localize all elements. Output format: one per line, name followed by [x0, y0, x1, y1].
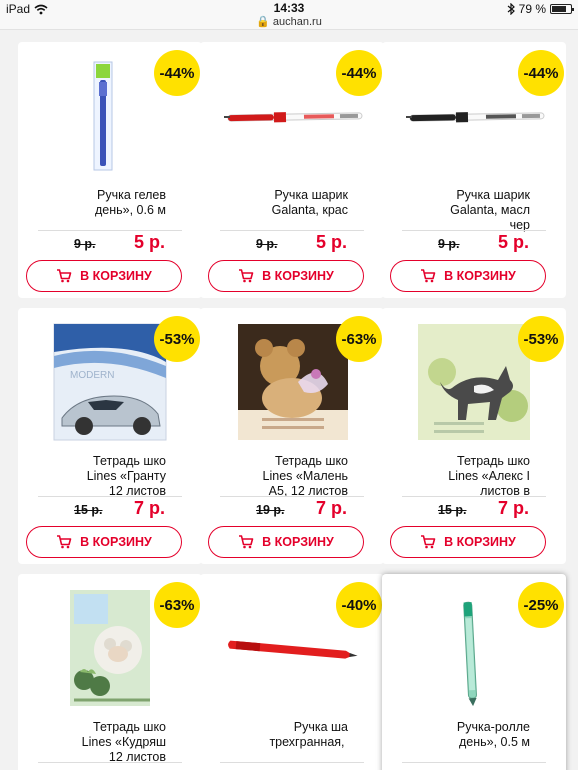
new-price: 7 р.: [498, 498, 530, 518]
add-to-cart-label: В КОРЗИНУ: [262, 535, 334, 549]
product-title[interactable]: Ручка гелев день», 0.6 м: [94, 188, 166, 217]
product-card[interactable]: [200, 308, 384, 564]
product-title[interactable]: Ручка ша трехгранная,: [269, 720, 348, 749]
add-to-cart-label: В КОРЗИНУ: [444, 269, 516, 283]
status-bar: [0, 0, 578, 30]
price-row: [402, 496, 546, 518]
product-grid: [0, 30, 578, 770]
product-card[interactable]: [382, 574, 566, 770]
bluetooth-icon: [507, 3, 515, 15]
cart-icon: [56, 535, 72, 549]
add-to-cart-button[interactable]: [26, 526, 182, 558]
price-row: [38, 230, 182, 252]
price-row: [402, 230, 546, 252]
discount-badge: -44%: [518, 50, 564, 96]
cart-icon: [420, 535, 436, 549]
lock-icon: 🔒: [256, 16, 270, 28]
product-card[interactable]: [200, 42, 384, 298]
product-card[interactable]: [18, 574, 202, 770]
product-title[interactable]: Тетрадь шко Lines «Алекс I листов в: [448, 454, 530, 498]
add-to-cart-button[interactable]: [208, 260, 364, 292]
old-price: 9 р.: [256, 237, 278, 251]
product-title[interactable]: Тетрадь шко Lines «Кудряш 12 листов: [81, 720, 166, 764]
new-price: 7 р.: [316, 498, 348, 518]
product-title[interactable]: Ручка шарик Galanta, крас: [271, 188, 348, 217]
url-text: auchan.ru: [272, 16, 322, 28]
old-price: 15 р.: [74, 503, 103, 517]
discount-badge: -63%: [336, 316, 382, 362]
discount-badge: -53%: [154, 316, 200, 362]
price-row: [38, 496, 182, 518]
new-price: 7 р.: [134, 498, 166, 518]
add-to-cart-label: В КОРЗИНУ: [262, 269, 334, 283]
product-title[interactable]: Ручка шарик Galanta, масл чер: [450, 188, 530, 232]
discount-badge: -44%: [154, 50, 200, 96]
device-label: iPad: [6, 2, 31, 16]
add-to-cart-button[interactable]: [390, 260, 546, 292]
url-bar[interactable]: [0, 15, 578, 28]
old-price: 15 р.: [438, 503, 467, 517]
product-card[interactable]: [382, 42, 566, 298]
product-title[interactable]: Тетрадь шко Lines «Гранту 12 листов: [86, 454, 166, 498]
discount-badge: -53%: [518, 316, 564, 362]
add-to-cart-button[interactable]: [26, 260, 182, 292]
cart-icon: [238, 269, 254, 283]
battery-percent: 79 %: [518, 2, 546, 16]
discount-badge: -25%: [518, 582, 564, 628]
old-price: 19 р.: [256, 503, 285, 517]
cart-icon: [420, 269, 436, 283]
svg-text:MODERN: MODERN: [70, 370, 115, 381]
product-title[interactable]: Тетрадь шко Lines «Малень А5, 12 листов: [262, 454, 348, 498]
price-row: [220, 762, 364, 770]
add-to-cart-button[interactable]: [390, 526, 546, 558]
add-to-cart-label: В КОРЗИНУ: [80, 535, 152, 549]
product-title[interactable]: Ручка-ролле день», 0.5 м: [456, 720, 530, 749]
old-price: 9 р.: [438, 237, 460, 251]
new-price: 5 р.: [498, 232, 530, 252]
product-card[interactable]: [382, 308, 566, 564]
new-price: 5 р.: [134, 232, 166, 252]
product-card[interactable]: [18, 308, 202, 564]
add-to-cart-label: В КОРЗИНУ: [444, 535, 516, 549]
product-card[interactable]: [18, 42, 202, 298]
discount-badge: -63%: [154, 582, 200, 628]
add-to-cart-label: В КОРЗИНУ: [80, 269, 152, 283]
price-row: [402, 762, 546, 770]
discount-badge: -44%: [336, 50, 382, 96]
cart-icon: [56, 269, 72, 283]
clock: 14:33: [273, 1, 305, 15]
product-card[interactable]: [200, 574, 384, 770]
price-row: [220, 230, 364, 252]
old-price: 9 р.: [74, 237, 96, 251]
discount-badge: -40%: [336, 582, 382, 628]
price-row: [220, 496, 364, 518]
battery-icon: [550, 4, 572, 14]
price-row: [38, 762, 182, 770]
new-price: 5 р.: [316, 232, 348, 252]
add-to-cart-button[interactable]: [208, 526, 364, 558]
cart-icon: [238, 535, 254, 549]
